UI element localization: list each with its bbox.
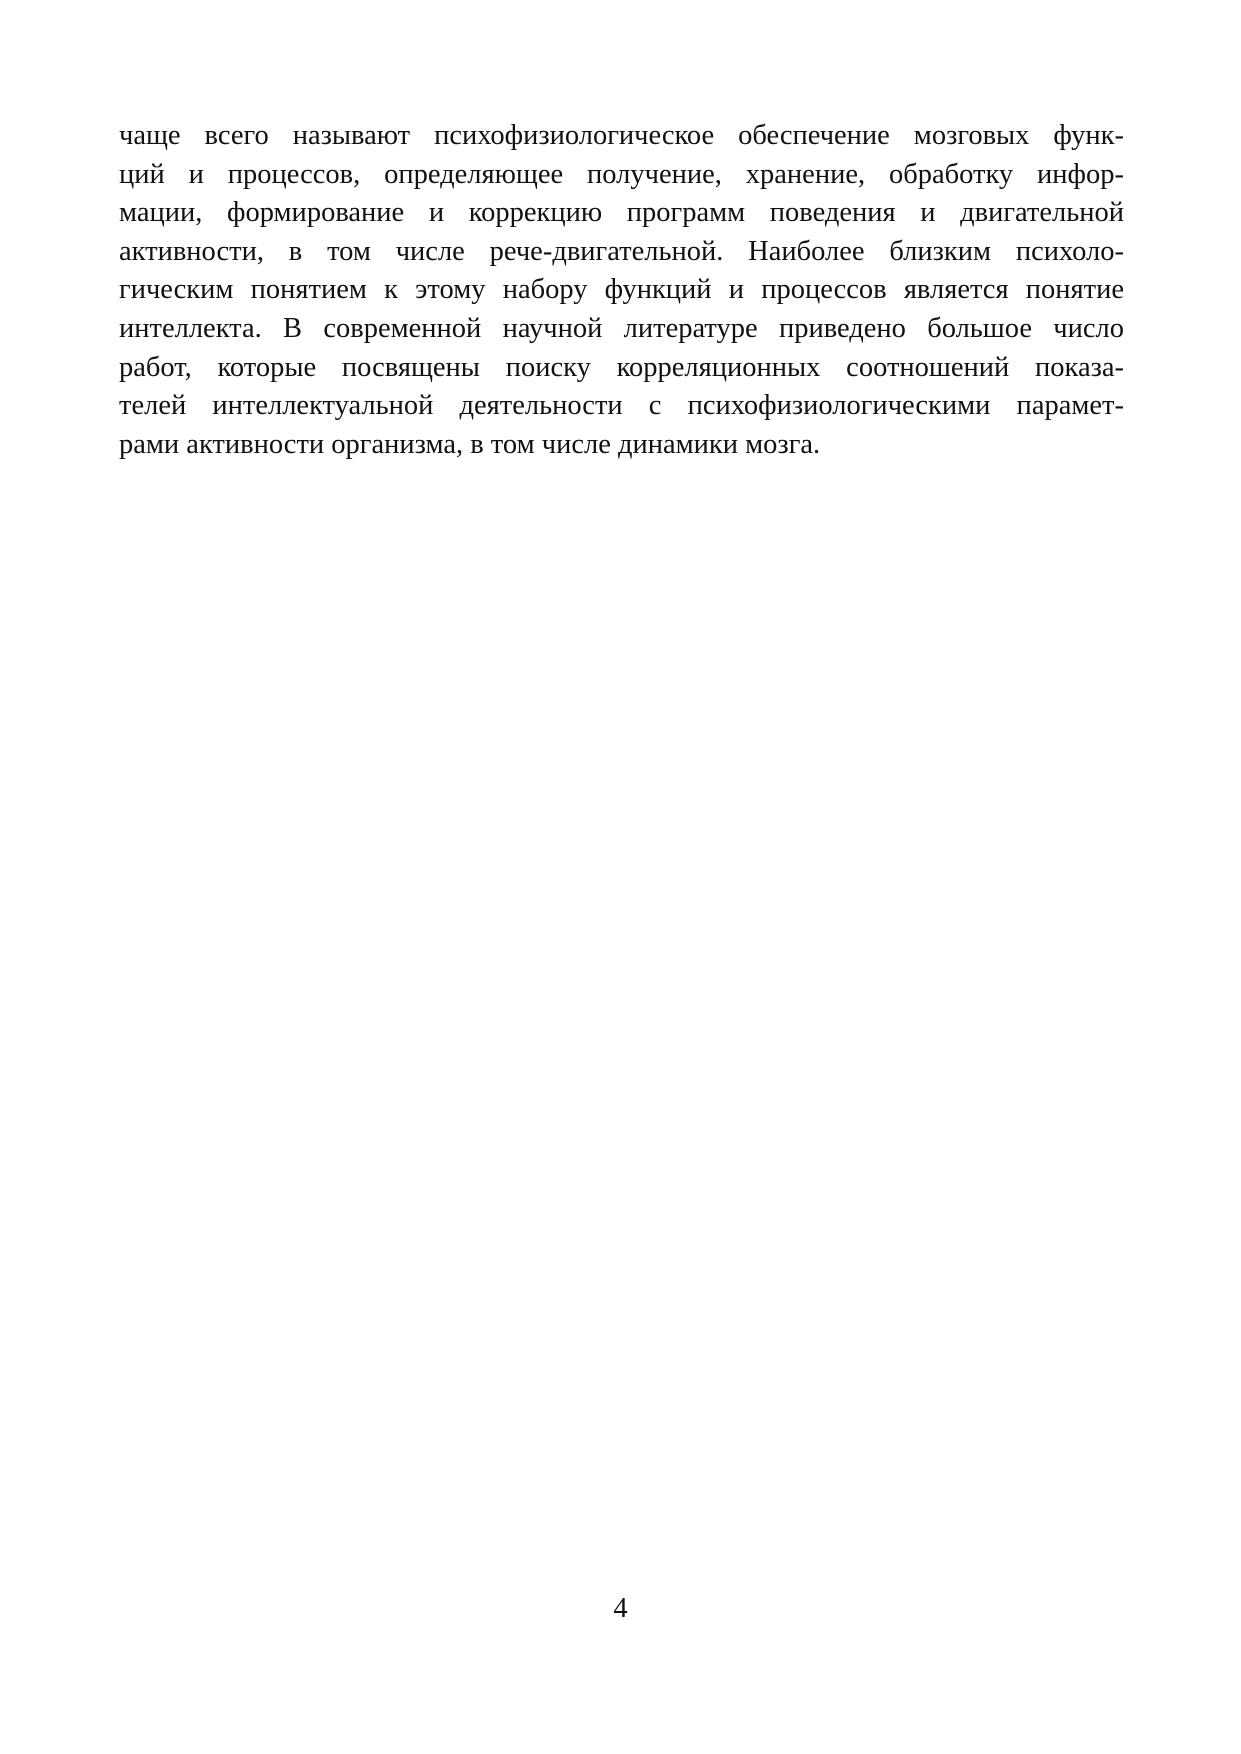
text-line: телей интеллектуальной деятельности с психофизиологическими парамет- (119, 390, 1124, 422)
text-line: ций и процессов, определяющее получение, хранение, обработку инфор- (119, 158, 1124, 190)
text-line: интеллекта. В современной научной литературе приведено большое число (119, 312, 1124, 344)
text-line: активности, в том числе рече-двигательной. Наиболее близким психоло- (119, 235, 1124, 267)
text-line: рами активности организма, в том числе динамики мозга. (119, 428, 821, 460)
text-line: работ, которые посвящены поиску корреляционных соотношений показа- (119, 351, 1124, 383)
text-line: гическим понятием к этому набору функций и процессов является понятие (119, 274, 1124, 306)
text-line: чаще всего называют психофизиологическое обеспечение мозговых функ- (119, 120, 1124, 151)
text-line: мации, формирование и коррекцию программ поведения и двигательной (119, 197, 1124, 229)
body-paragraph (119, 117, 1124, 464)
page-number: 4 (613, 1593, 628, 1624)
